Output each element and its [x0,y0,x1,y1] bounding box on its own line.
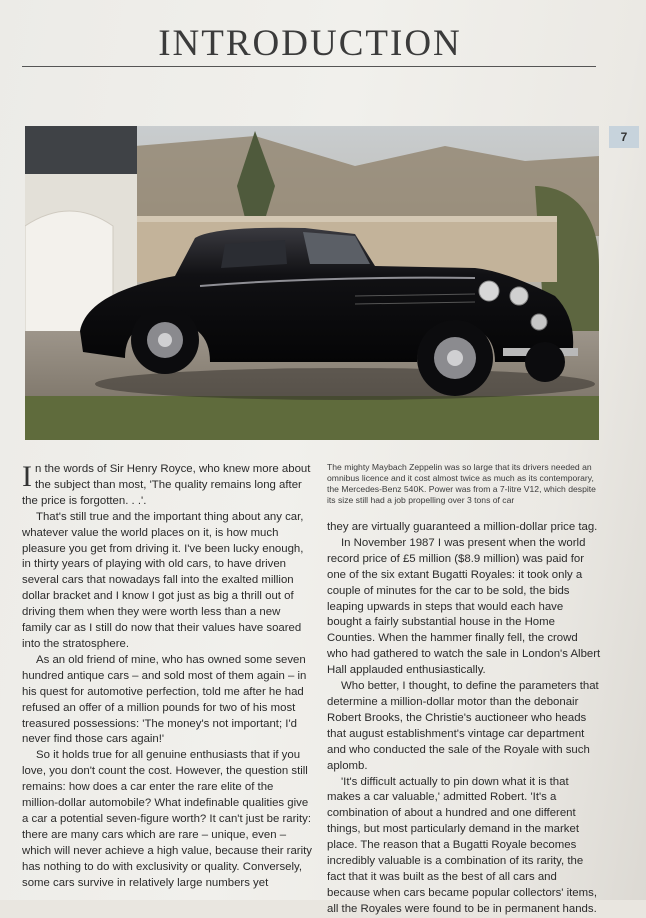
paragraph-6: In November 1987 I was present when the world record price of £5 million ($8.9 million) was paid for one of the six extant Bugatti Royales: it took only a couple of minutes for the car to be sold, the bids leaping upwards in steps that would each have bought a fairly substantial house in the Home Counties. When the hammer finally fell, the crowd who had gathered to watch the sale in London's Albert Hall applauded enthusiastically. [327,536,601,677]
drop-cap: I [22,460,32,493]
left-column [22,462,312,891]
paragraph-1: In the words of Sir Henry Royce, who knew more about the subject than most, 'The quality remains long after the price is forgotten. . .'. [22,460,311,507]
paragraph-7: Who better, I thought, to define the parameters that determine a million-dollar motor than the debonair Robert Brooks, the Christie's auctioneer who heads that august establishment's vintage car department and who conducted the sale of the Royale with such aplomb. [327,680,599,772]
car-illustration [25,126,599,440]
paragraph-2: That's still true and the important thing about any car, whatever value the world places on it, is how much pleasure you get from driving it. I've been lucky enough, in thirty years of playing with old cars, to have driven several cars that nowadays fall into the exalted million dollar bracket and I know I got just as big a thrill out of driving them when they were worth less than a new family car as I still do now that their values have soared into the stratosphere. [22,510,304,650]
paragraph-5: they are virtually guaranteed a million-dollar price tag. [327,521,598,533]
paragraph-8: 'It's difficult actually to pin down what it is that makes a car valuable,' admitted Robert. 'It's a combination of about a hundred and one different things, but most particularly demand in the market place. The reason that a Bugatti Royale becomes incredibly valuable is a combination of its rarity, the fact that it was built as the best of all cars and because when cars became popular collectors' items, all the Royales were found to be in permanent hands. [327,775,597,915]
page-title: INTRODUCTION [158,23,462,64]
right-column [327,520,601,918]
page-number: 7 [609,126,639,148]
paragraph-4: So it holds true for all genuine enthusiasts that if you love, you don't count the cost. However, the question still remains: how does a car enter the rare elite of the million-dollar automobile? What indefinable qualities give a car a potential seven-figure worth? It can't just be rarity: there are many cars which are rare – unique, even – which will never achieve a high value, because their rarity has nothing to do with exclusivity or quality. Conversely, some cars survive in relatively large numbers yet [22,749,312,889]
photo-caption: The mighty Maybach Zeppelin was so large that its drivers needed an omnibus licence and it cost almost twice as much as its contemporary, the Mercedes-Benz 540K. Power was from a 7-litre V12, which despite its size still had a job propelling over 3 tons of car [327,462,596,505]
title-rule [22,66,596,67]
paragraph-3: As an old friend of mine, who has owned some seven hundred antique cars – and sold most of them again – in his quest for automotive perfection, told me after he had refused an offer of a million pounds for two of his most treasured possessions: 'The money's not important; I'd never find those cars again!' [22,653,307,746]
vintage-car-photo [25,126,599,440]
